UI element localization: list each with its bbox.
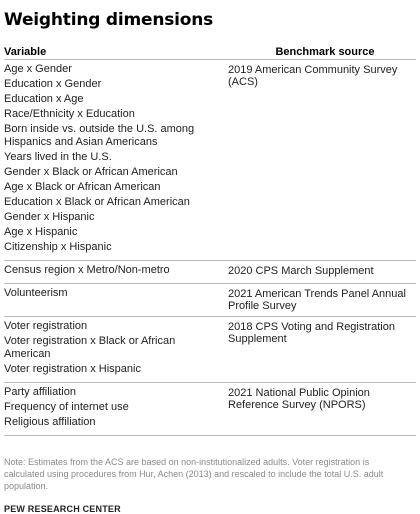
variable-item: Voter registration x Black or African American [4,335,176,360]
variable-item: Born inside vs. outside the U.S. among Hispanics and Asian Americans [4,123,195,148]
variable-item: Gender x Hispanic [4,211,95,223]
variable-list [4,63,222,256]
variable-item: Volunteerism [4,287,68,299]
variable-item: Education x Gender [4,78,102,90]
table-row [4,261,416,284]
table-row [4,317,416,383]
table-body [4,60,416,436]
variable-item: Years lived in the U.S. [4,151,112,163]
variable-item: Age x Gender [4,63,72,75]
variable-list [4,386,222,431]
variable-item: Age x Black or African American [4,181,161,193]
benchmark-source: 2021 National Public Opinion Reference Survey (NPORS) [228,387,370,411]
variable-item: Gender x Black or African American [4,166,178,178]
variable-item: Census region x Metro/Non-metro [4,264,170,276]
variable-item: Voter registration x Hispanic [4,363,141,375]
benchmark-source: 2018 CPS Voting and Registration Supplement [228,321,395,345]
variable-item: Education x Age [4,93,84,105]
table-header [4,46,416,60]
table-row [4,284,416,317]
page [4,10,416,514]
variable-column-header: Variable [4,46,47,58]
variable-item: Education x Black or African American [4,196,190,208]
variable-list [4,320,222,378]
table-row [4,383,416,436]
page-title: Weighting dimensions [4,10,214,30]
variable-item: Party affiliation [4,386,76,398]
variable-item: Race/Ethnicity x Education [4,108,135,120]
benchmark-source: 2021 American Trends Panel Annual Profile Survey [228,288,406,312]
variable-item: Voter registration [4,320,88,332]
variable-item: Frequency of internet use [4,401,129,413]
variable-item: Age x Hispanic [4,226,78,238]
source-credit: PEW RESEARCH CENTER [4,504,121,514]
benchmark-source: 2020 CPS March Supplement [228,265,374,277]
benchmark-source: 2019 American Community Survey (ACS) [228,64,398,88]
source-column-header: Benchmark source [275,46,375,58]
table-row [4,60,416,261]
variable-list [4,287,222,312]
variable-item: Religious affiliation [4,416,96,428]
variable-item: Citizenship x Hispanic [4,241,112,253]
variable-list [4,264,222,279]
footnote: Note: Estimates from the ACS are based on non-institutionalized adults. Voter registration is calculated using procedures from Hur, Achen (2013) and rescaled to include the total U.S. adult population. [4,457,384,491]
